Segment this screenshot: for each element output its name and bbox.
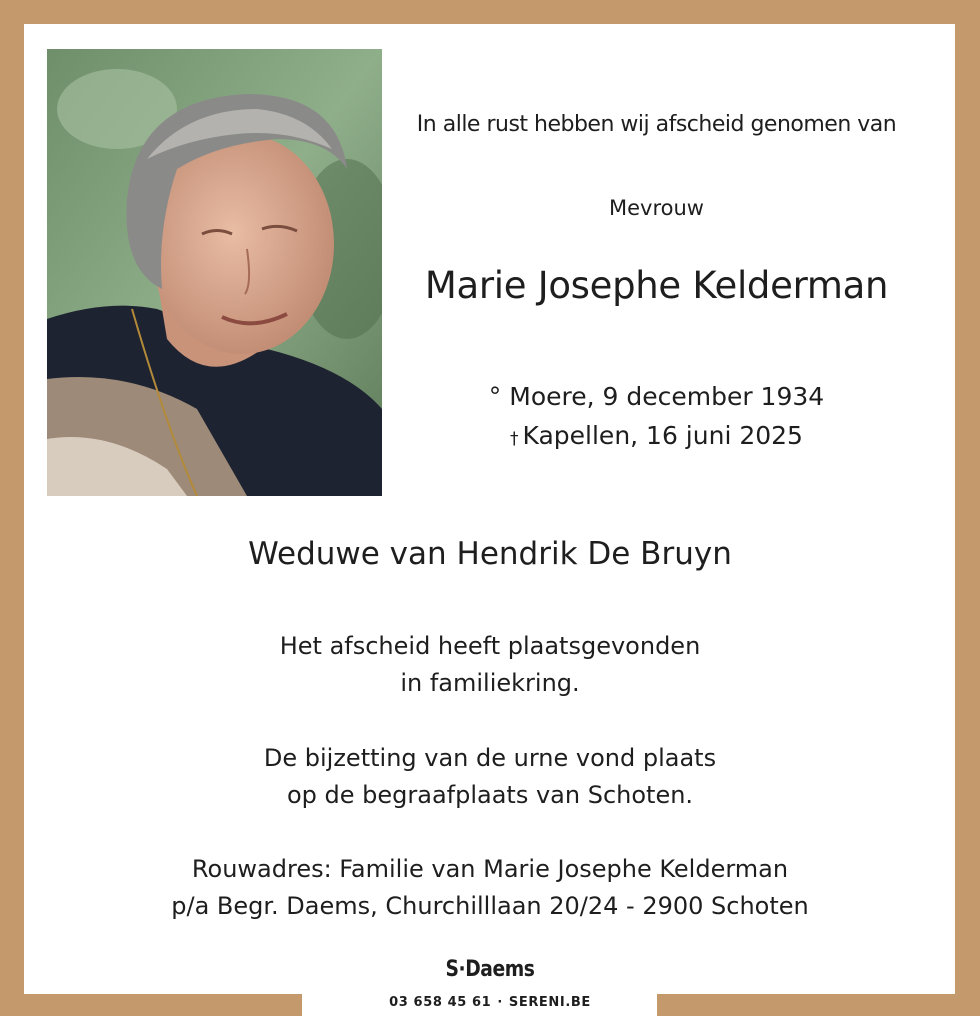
footer-contact [0, 995, 980, 1010]
deceased-name: Marie Josephe Kelderman [424, 264, 889, 307]
farewell-paragraph [0, 628, 980, 702]
farewell-line-2: in familiekring. [400, 669, 580, 697]
farewell-line-1: Het afscheid heeft plaatsgevonden [279, 632, 701, 660]
death-line [384, 421, 929, 450]
burial-line-1: De bijzetting van de urne vond plaats [263, 744, 717, 772]
widow-line: Weduwe van Hendrik De Bruyn [248, 536, 732, 572]
address-paragraph [0, 851, 980, 925]
birth-line: ° Moere, 9 december 1934 [488, 382, 825, 411]
address-line-2: p/a Begr. Daems, Churchilllaan 20/24 - 2900 Schoten [171, 892, 809, 920]
death-text: Kapellen, 16 juni 2025 [522, 421, 803, 450]
funeral-home-logo: S·Daems [445, 957, 535, 982]
phone-number: 03 658 45 61 [389, 995, 492, 1010]
address-line-1: Rouwadres: Familie van Marie Josephe Kelderman [191, 855, 789, 883]
honorific: Mevrouw [609, 196, 704, 220]
burial-paragraph [0, 740, 980, 814]
burial-line-2: op de begraafplaats van Schoten. [286, 781, 694, 809]
website-link[interactable]: SERENI.BE [508, 995, 591, 1010]
separator-dot: · [497, 995, 503, 1010]
portrait-photo [47, 49, 382, 496]
cross-icon: † [510, 429, 519, 449]
intro-text: In alle rust hebben wij afscheid genomen van [416, 112, 897, 137]
